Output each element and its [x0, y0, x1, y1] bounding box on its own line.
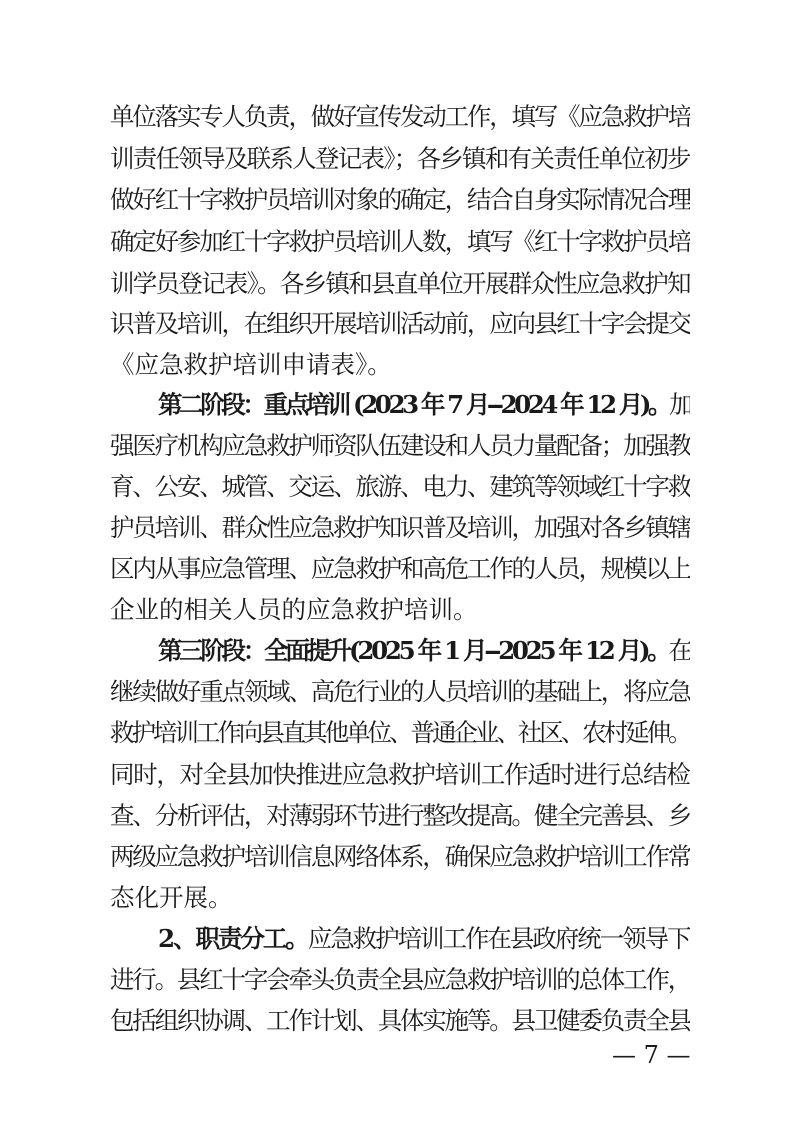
text-line: [110, 468, 690, 506]
line-text: 包括组织协调、工作计划、具体实施等。县卫健委负责全县: [110, 1006, 690, 1035]
text-line: [110, 673, 690, 711]
text-line: [110, 140, 690, 178]
text-line: [110, 1002, 690, 1040]
line-text: 训责任领导及联系人登记表》；各乡镇和有关责任单位初步: [110, 144, 690, 173]
text-line: [158, 386, 690, 424]
text-line: [110, 550, 690, 588]
text-line: [110, 838, 690, 876]
line-text: 强医疗机构应急救护师资队伍建设和人员力量配备；加强教: [110, 431, 690, 460]
line-text: 两级应急救护培训信息网络体系，确保应急救护培训工作常: [110, 842, 690, 871]
stage-heading: 第二阶段：重点培训 (2023 年 7 月--2024 年 12 月)。: [158, 390, 670, 419]
text-line: [110, 265, 690, 303]
text-line: [110, 98, 690, 136]
line-text: 在: [668, 636, 690, 665]
text-line: [110, 346, 690, 384]
line-text: 继续做好重点领域、高危行业的人员培训的基础上，将应急: [110, 677, 690, 706]
line-text: 护员培训、群众性应急救护知识普及培训，加强对各乡镇辖: [110, 513, 690, 542]
text-line: [158, 632, 690, 670]
line-text: 态化开展。: [110, 883, 233, 912]
text-line: [110, 427, 690, 465]
text-line: [110, 181, 690, 219]
text-line: [110, 756, 690, 794]
line-text: 做好红十字救护员培训对象的确定，结合自身实际情况合理: [110, 185, 690, 214]
line-text: 查、分析评估，对薄弱环节进行整改提高。健全完善县、乡: [110, 801, 690, 830]
text-line: [110, 797, 690, 835]
text-line: [110, 961, 690, 999]
line-text: 识普及培训，在组织开展培训活动前，应向县红十字会提交: [110, 309, 690, 338]
text-line: [110, 305, 690, 343]
text-line: [110, 591, 690, 629]
line-text: 区内从事应急管理、应急救护和高危工作的人员，规模以上: [110, 554, 690, 583]
line-text: 加: [669, 390, 690, 419]
text-line: [110, 879, 690, 917]
line-text: 单位落实专人负责，做好宣传发动工作，填写《应急救护培: [110, 102, 690, 131]
line-text: 《应急救护培训申请表》。: [110, 350, 392, 379]
section-heading: 2、职责分工。: [158, 924, 308, 953]
text-line: [110, 509, 690, 547]
line-text: 应急救护培训工作在县政府统一领导下: [307, 924, 690, 953]
line-text: 企业的相关人员的应急救护培训。: [110, 595, 478, 624]
line-text: 同时，对全县加快推进应急救护培训工作适时进行总结检: [110, 760, 690, 789]
line-text: 进行。县红十字会牵头负责全县应急救护培训的总体工作，: [110, 965, 690, 994]
text-line: [110, 714, 690, 752]
text-line: [110, 223, 690, 261]
stage-heading: 第三阶段：全面提升(2025 年 1 月--2025 年 12 月)。: [158, 636, 669, 665]
line-text: 训学员登记表》。各乡镇和县直单位开展群众性应急救护知: [110, 269, 690, 298]
line-text: 育、公安、城管、交运、旅游、电力、建筑等领域红十字救: [110, 472, 690, 501]
text-line: [158, 920, 690, 958]
line-text: 救护培训工作向县直其他单位、普通企业、社区、农村延伸。: [110, 718, 690, 747]
page-number: — 7 —: [612, 1041, 691, 1069]
line-text: 确定好参加红十字救护员培训人数，填写《红十字救护员培: [110, 227, 690, 256]
